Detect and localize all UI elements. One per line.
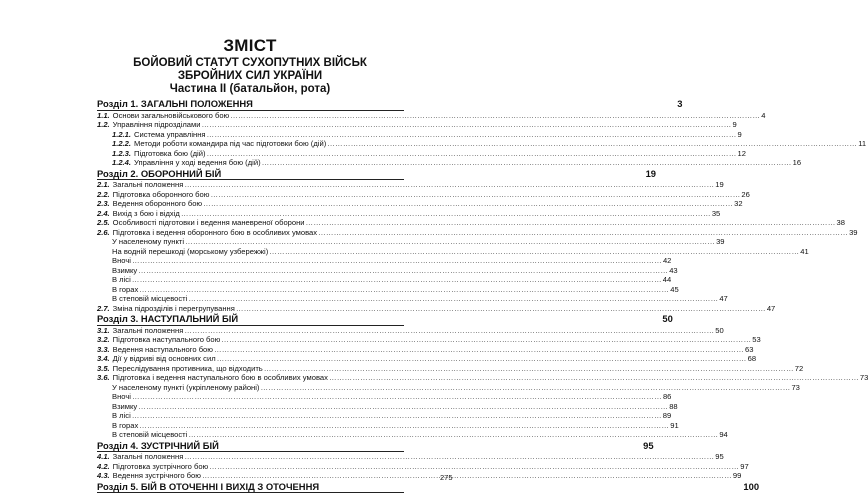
toc-entry-title bbox=[112, 294, 187, 304]
toc-page-number: 73 bbox=[859, 373, 868, 382]
toc-entry-text: Ведення зустрічного бою bbox=[112, 471, 201, 480]
toc-page-number: 12 bbox=[737, 148, 746, 158]
toc-entry-text: В горах bbox=[112, 284, 139, 294]
toc-entry-text: Підготовка оборонного бою bbox=[112, 189, 210, 199]
toc-leader-dots bbox=[188, 430, 718, 440]
toc-leader-dots bbox=[306, 218, 836, 228]
toc-entry-title bbox=[97, 440, 219, 452]
toc-entry-number: 2.2. bbox=[97, 189, 110, 199]
toc-entry-number: 1.2.3. bbox=[112, 148, 131, 158]
toc-entry-text: Вночі bbox=[112, 392, 131, 401]
toc-leader-dots bbox=[262, 158, 792, 168]
toc-entry-row bbox=[97, 246, 809, 257]
toc-entry-row bbox=[97, 430, 728, 440]
toc-entry-title bbox=[112, 149, 206, 159]
toc-entry-title bbox=[97, 335, 220, 345]
toc-entry-number: 3.5. bbox=[97, 363, 110, 373]
toc-entry-text: Розділ 3. НАСТУПАЛЬНИЙ БІЙ bbox=[97, 313, 239, 324]
toc-section-row bbox=[97, 313, 673, 326]
toc-entry-number: 4.3. bbox=[97, 471, 110, 480]
toc-entry-title bbox=[97, 209, 180, 219]
toc-page-number: 47 bbox=[719, 294, 728, 303]
toc-entry-number: 2.3. bbox=[97, 199, 110, 208]
toc-page-number: 91 bbox=[670, 420, 679, 430]
toc-entry-row bbox=[97, 303, 776, 314]
toc-entry-title bbox=[97, 228, 317, 238]
toc-leader-dots bbox=[139, 421, 669, 431]
toc-entry-row bbox=[97, 180, 724, 190]
toc-entry-title bbox=[97, 313, 238, 325]
toc-entry-text: Підготовка і ведення оборонного бою в особливих умовах bbox=[112, 227, 318, 237]
toc-entry-text: У населеному пункті (укріпленому районі) bbox=[112, 382, 260, 392]
toc-entry-title bbox=[112, 421, 138, 431]
toc-entry-number: 1.2.1. bbox=[112, 129, 131, 139]
toc-entry-title bbox=[112, 402, 137, 412]
toc-entry-title bbox=[112, 411, 131, 421]
toc-entry-text: Вночі bbox=[112, 256, 131, 265]
toc-section-row bbox=[97, 98, 683, 111]
toc-entry-text: Управління у ході ведення бою (дій) bbox=[134, 158, 261, 167]
toc-entry-number: 4.1. bbox=[97, 452, 110, 461]
toc-leader-dots bbox=[236, 304, 766, 314]
toc-entry-title bbox=[97, 364, 263, 374]
toc-entry-text: Вихід з бою і відхід bbox=[112, 208, 180, 218]
toc-entry-row bbox=[97, 237, 725, 247]
toc-entry-row bbox=[97, 325, 724, 336]
toc-entry-text: Переслідування противника, що відходить bbox=[112, 363, 263, 373]
toc-entry-row bbox=[97, 148, 746, 159]
toc-entry-title bbox=[97, 326, 183, 336]
toc-page-number: 45 bbox=[670, 284, 679, 294]
toc-entry-text: Загальні положення bbox=[112, 325, 184, 335]
toc-leader-dots bbox=[260, 383, 790, 393]
toc-leader-dots bbox=[222, 168, 644, 180]
toc-entry-text: Дії у відриві від основних сил bbox=[112, 354, 216, 363]
toc-page-number: 68 bbox=[747, 354, 757, 363]
toc-entry-title bbox=[97, 180, 183, 190]
toc-page-number: 16 bbox=[792, 158, 802, 167]
toc-entry-text: Основи загальновійськового бою bbox=[112, 110, 230, 120]
toc-leader-dots bbox=[132, 411, 662, 421]
toc-entry-text: У населеному пункті bbox=[112, 237, 185, 246]
toc-entry-title bbox=[112, 237, 184, 247]
toc-entry-row bbox=[97, 344, 754, 355]
toc-entry-title bbox=[112, 139, 326, 149]
toc-entry-text: Методи роботи командира під час підготовки бою (дій) bbox=[134, 139, 327, 148]
toc-entry-title bbox=[97, 462, 208, 472]
toc-entry-title bbox=[97, 120, 200, 130]
toc-entry-text: Взимку bbox=[112, 401, 138, 411]
toc-entry-row bbox=[97, 354, 757, 364]
toc-entry-text: Ведення наступального бою bbox=[112, 344, 213, 354]
toc-page-number: 100 bbox=[743, 480, 760, 492]
toc-entry-row bbox=[97, 294, 728, 304]
toc-leader-dots bbox=[132, 392, 662, 402]
toc-entry-title bbox=[97, 452, 183, 462]
toc-entry-number: 3.4. bbox=[97, 354, 110, 363]
toc-page-number: 26 bbox=[741, 189, 750, 199]
toc-page-number: 19 bbox=[645, 167, 657, 179]
toc-entry-row bbox=[97, 373, 868, 383]
toc-entry-text: Особливості підготовки і ведення маневреної оборони bbox=[112, 218, 305, 227]
toc-page-number: 97 bbox=[740, 461, 749, 471]
toc-entry-number: 3.1. bbox=[97, 325, 110, 335]
toc-leader-dots bbox=[138, 266, 668, 276]
toc-entry-text: Підготовка бою (дій) bbox=[134, 148, 206, 158]
toc-entry-title bbox=[97, 168, 221, 180]
toc-section-row bbox=[97, 439, 654, 453]
toc-entry-text: Загальні положення bbox=[112, 452, 184, 461]
toc-leader-dots bbox=[327, 139, 857, 149]
toc-entry-text: В степовій місцевості bbox=[112, 294, 188, 303]
toc-leader-dots bbox=[254, 98, 676, 110]
toc-entry-title bbox=[97, 373, 328, 383]
toc-leader-dots bbox=[239, 313, 661, 325]
toc-entry-row bbox=[97, 275, 672, 285]
toc-entry-text: Підготовка зустрічного бою bbox=[112, 461, 209, 471]
toc-leader-dots bbox=[264, 364, 794, 374]
toc-entry-number: 3.3. bbox=[97, 344, 110, 354]
toc-entry-title bbox=[112, 247, 268, 257]
toc-page-number: 42 bbox=[662, 256, 672, 265]
toc-entry-text: Система управління bbox=[134, 129, 206, 139]
toc-leader-dots bbox=[318, 228, 848, 238]
toc-entry-title bbox=[97, 304, 235, 314]
toc-leader-dots bbox=[329, 373, 859, 383]
toc-entry-row bbox=[97, 208, 721, 219]
toc-page-number: 41 bbox=[800, 246, 809, 256]
toc-leader-dots bbox=[201, 120, 731, 130]
toc-page-number: 50 bbox=[662, 313, 673, 324]
toc-entry-text: Зміна підрозділів і перегрупування bbox=[112, 303, 235, 313]
toc-entry-number: 4.2. bbox=[97, 461, 110, 471]
toc-entry-row bbox=[97, 392, 672, 402]
document-subtitle-line-1: БОЙОВИЙ СТАТУТ СУХОПУТНИХ ВІЙСЬК bbox=[133, 57, 367, 69]
toc-page-number: 19 bbox=[715, 180, 724, 189]
toc-entry-title bbox=[112, 285, 138, 295]
toc-entry-number: 2.6. bbox=[97, 227, 110, 237]
toc-page-number: 53 bbox=[752, 335, 761, 344]
toc-leader-dots bbox=[184, 452, 714, 462]
toc-entry-row bbox=[97, 218, 845, 228]
toc-entry-text: Розділ 4. ЗУСТРІЧНИЙ БІЙ bbox=[97, 439, 219, 451]
toc-entry-row bbox=[97, 110, 766, 121]
toc-entry-row bbox=[97, 139, 867, 149]
toc-entry-text: Загальні положення bbox=[112, 180, 184, 189]
toc-leader-dots bbox=[220, 440, 642, 452]
toc-leader-dots bbox=[209, 462, 739, 472]
toc-leader-dots bbox=[207, 149, 737, 159]
toc-leader-dots bbox=[185, 237, 715, 247]
toc-entry-row bbox=[97, 158, 802, 168]
toc-entry-row bbox=[97, 199, 743, 209]
toc-leader-dots bbox=[320, 481, 742, 493]
toc-entry-number: 1.1. bbox=[97, 110, 110, 120]
toc-page-number: 50 bbox=[715, 325, 724, 335]
toc-entry-row bbox=[97, 129, 742, 140]
toc-entry-text: Розділ 2. ОБОРОННИЙ БІЙ bbox=[97, 167, 222, 179]
toc-page-number: 3 bbox=[677, 98, 683, 109]
toc-leader-dots bbox=[188, 294, 718, 304]
toc-page-number: 44 bbox=[662, 275, 672, 284]
toc-entry-row bbox=[97, 284, 679, 295]
toc-page-number: 94 bbox=[719, 430, 728, 439]
toc-page-number: 47 bbox=[766, 303, 776, 313]
toc-entry-text: Підготовка і ведення наступального бою в особливих умовах bbox=[112, 373, 328, 382]
toc-entry-title bbox=[97, 111, 229, 121]
toc-leader-dots bbox=[203, 199, 733, 209]
document-title: ЗМІСТ bbox=[223, 36, 277, 55]
document-subtitle-line-3: Частина ІІ (батальйон, рота) bbox=[169, 83, 331, 95]
toc-entry-title bbox=[112, 130, 206, 140]
toc-section-row bbox=[97, 167, 657, 181]
page-number: 275 bbox=[440, 473, 453, 482]
toc-entry-text: Розділ 5. БІЙ В ОТОЧЕННІ І ВИХІД З ОТОЧЕННЯ bbox=[97, 480, 320, 492]
toc-entry-row bbox=[97, 120, 737, 130]
toc-page-number: 88 bbox=[669, 401, 678, 411]
toc-entry-title bbox=[112, 392, 131, 402]
toc-entry-row bbox=[97, 256, 672, 266]
toc-entry-number: 1.2.4. bbox=[112, 158, 131, 167]
toc-entry-number: 3.6. bbox=[97, 373, 110, 382]
toc-entry-title bbox=[112, 383, 259, 393]
toc-entry-title bbox=[97, 354, 216, 364]
toc-entry-text: В горах bbox=[112, 420, 139, 430]
toc-leader-dots bbox=[207, 130, 737, 140]
toc-page-number: 39 bbox=[716, 237, 725, 246]
toc-leader-dots bbox=[184, 326, 714, 336]
toc-leader-dots bbox=[132, 275, 662, 285]
toc-entry-title bbox=[97, 98, 253, 110]
toc-leader-dots bbox=[217, 354, 747, 364]
toc-entry-row bbox=[97, 382, 800, 393]
toc-entry-title bbox=[97, 190, 209, 200]
toc-leader-dots bbox=[202, 471, 732, 481]
toc-entry-title bbox=[97, 481, 319, 493]
toc-leader-dots bbox=[138, 402, 668, 412]
toc-leader-dots bbox=[181, 209, 711, 219]
toc-entry-text: Розділ 1. ЗАГАЛЬНІ ПОЛОЖЕННЯ bbox=[97, 98, 253, 109]
toc-entry-text: В степовій місцевості bbox=[112, 430, 188, 439]
toc-entry-title bbox=[97, 471, 201, 481]
toc-entry-title bbox=[97, 345, 213, 355]
toc-page-number: 32 bbox=[734, 199, 743, 208]
toc-entry-row bbox=[97, 411, 672, 421]
toc-entry-number: 1.2. bbox=[97, 120, 110, 129]
toc-entry-row bbox=[97, 265, 678, 276]
toc-entry-text: Управління підрозділами bbox=[112, 120, 201, 129]
toc-entry-number: 2.4. bbox=[97, 208, 110, 218]
toc-entry-title bbox=[112, 430, 187, 440]
toc-page-number: 99 bbox=[732, 471, 742, 480]
toc-leader-dots bbox=[210, 190, 740, 200]
toc-entry-text: Ведення оборонного бою bbox=[112, 199, 203, 208]
toc-entry-text: В лісі bbox=[112, 275, 131, 284]
toc-leader-dots bbox=[184, 180, 714, 190]
toc-entry-number: 2.1. bbox=[97, 180, 110, 189]
document-subtitle-line-2: ЗБРОЙНИХ СИЛ УКРАЇНИ bbox=[177, 70, 323, 82]
toc-entry-text: В лісі bbox=[112, 411, 131, 420]
toc-page-number: 73 bbox=[791, 382, 800, 392]
toc-entry-row bbox=[97, 227, 858, 238]
toc-leader-dots bbox=[269, 247, 799, 257]
toc-page-number: 39 bbox=[849, 227, 858, 237]
toc-page-number: 72 bbox=[794, 363, 804, 373]
toc-entry-text: Підготовка наступального бою bbox=[112, 335, 221, 344]
toc-entry-row bbox=[97, 363, 804, 374]
toc-page-number: 95 bbox=[715, 452, 724, 461]
toc-entry-title bbox=[97, 199, 202, 209]
toc-entry-number: 2.5. bbox=[97, 218, 110, 227]
toc-entry-title bbox=[112, 266, 137, 276]
toc-entry-row bbox=[97, 335, 761, 345]
toc-entry-row bbox=[97, 420, 679, 431]
toc-page-number: 86 bbox=[662, 392, 672, 401]
toc-page-number: 95 bbox=[643, 439, 654, 451]
toc-entry-title bbox=[112, 275, 131, 285]
toc-page-number: 9 bbox=[732, 120, 737, 129]
toc-section-row bbox=[97, 480, 760, 494]
toc-page-number: 35 bbox=[711, 208, 721, 218]
toc-page-number: 63 bbox=[744, 344, 754, 354]
toc-entry-title bbox=[112, 158, 261, 168]
toc-entry-text: Взимку bbox=[112, 265, 138, 275]
toc-entry-row bbox=[97, 461, 749, 472]
toc-entry-title bbox=[112, 256, 131, 266]
toc-leader-dots bbox=[214, 345, 744, 355]
toc-leader-dots bbox=[230, 111, 760, 121]
toc-entry-number: 2.7. bbox=[97, 303, 110, 313]
toc-page-number: 89 bbox=[662, 411, 672, 420]
toc-leader-dots bbox=[221, 335, 751, 345]
toc-entry-number: 1.2.2. bbox=[112, 139, 131, 148]
toc-page-number: 4 bbox=[761, 110, 766, 120]
toc-page-number: 38 bbox=[836, 218, 845, 227]
toc-entry-number: 3.2. bbox=[97, 335, 110, 344]
toc-leader-dots bbox=[132, 256, 662, 266]
toc-entry-row bbox=[97, 189, 750, 200]
toc-page-number: 9 bbox=[737, 129, 742, 139]
toc-leader-dots bbox=[139, 285, 669, 295]
toc-page-number: 43 bbox=[669, 265, 678, 275]
toc-entry-row bbox=[97, 401, 678, 412]
toc-page-number: 11 bbox=[858, 139, 867, 148]
toc-entry-row bbox=[97, 452, 724, 462]
toc-entry-title bbox=[97, 218, 305, 228]
toc-entry-text: На водній перешкоді (морському узбережжі) bbox=[112, 246, 269, 256]
